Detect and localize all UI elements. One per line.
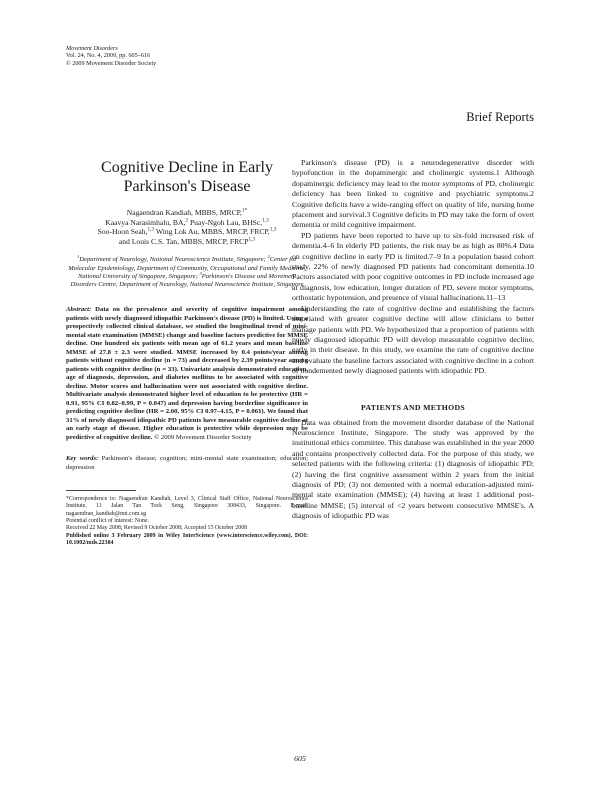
affiliations (66, 256, 308, 289)
received-note: Received 22 May 2008; Revised 9 October 2008; Accepted 15 October 2008 (66, 525, 248, 532)
author: Wing Lok Au, MBBS, MRCP, FRCP,$^{1,3}$ (155, 226, 277, 237)
keywords (66, 455, 308, 472)
correspondence-note: *Correspondence to: Nagaendran Kandiah, Level 3, Clinical Staff Office, National Neuroscience Institute, 11 Jalan Tan Tock Seng, Singapore 308433, Singapore. E-mail: nagaendran_kandiah@nni.com.sg (66, 496, 308, 517)
affiliation: $^1$Department of Neurology, National Neuroscience Institute, Singapore; (76, 254, 266, 264)
abstract (66, 306, 308, 442)
author: Puay-Ngoh Lau, BHSc,$^{1,3}$ (189, 217, 269, 227)
author: and Louis C.S. Tan, MBBS, MRCP, FRCP$^{1,3}$ (118, 236, 256, 246)
methods-paragraph: Data was obtained from the movement disorder database of the National Neuroscience Institute, Singapore. The study was approved by the institutional ethics committee. This database was established in the year 2000 and contains prospectively collected data. For the purpose of this study, we selected patients with the following criteria: (1) diagnosis of idiopathic PD; (2) having the first cognitive assessment within 2 years from the initial diagnosis of PD; (3) not demented with a normal education-adjusted mini-mental state examination (MMSE); (4) having at least 1 additional post-baseline MMSE; (5) interval of <2 years between consecutive MMSE's. A diagnosis of idiopathic PD was (292, 417, 534, 521)
keywords-label: Key words: (66, 455, 99, 463)
affiliation: $^3$Parkinson's Disease and Movement Disorders Centre, Department of Neurology, National Neuroscience Institute, Singapore (70, 270, 304, 288)
footnote-divider (66, 490, 136, 491)
conflict-note: Potential conflict of interest: None. (66, 518, 149, 525)
journal-copyright: © 2009 Movement Disorder Society (66, 59, 157, 67)
journal-volume: Vol. 24, No. 4, 2009, pp. 605–616 (66, 52, 151, 60)
intro-paragraph: Parkinson's disease (PD) is a neurodegenerative disorder with hypofunction in the dopaminergic and cholinergic systems.1 Although dopaminergic deficiency may lead to the motor symptoms of PD, cholinergic deficiency has been linked to cognitive and psychiatric symptoms.2 Cognitive deficits have a wide-ranging effect on quality of life, nursing home placement and survival.3 Cognitive deficits in PD may take the form of overt dementia or mild cognitive impairment. (292, 158, 534, 230)
affiliation: $^2$Center for Molecular Epidemiology, Department of Community, Occupational and Family Medicine, National University of Singapore, Singapore; (68, 254, 306, 280)
left-column (66, 158, 308, 547)
page-number: 605 (294, 754, 306, 763)
journal-meta (66, 45, 156, 67)
article-title: Cognitive Decline in Early Parkinson's Disease (101, 159, 273, 195)
journal-name: Movement Disorders (66, 45, 118, 52)
footnotes (66, 496, 308, 547)
abstract-text: Data on the prevalence and severity of cognitive impairment among patients with newly diagnosed idiopathic Parkinson's disease (PD) is limited. Using a prospectively collected clinical database, we studied the longitudinal trend of mini-mental state examination (MMSE) change and baseline factors predictive for MMSE decline. One hundred six patients with mean age of 61.2 years and mean baseline MMSE of 27.8 ± 2.3 were studied. MMSE increased by 0.4 points/year among patients without cognitive decline (n = 73) and decreased by 2.39 points/year among patients with cognitive decline (n = 33). Univariate analysis demonstrated education, age of diagnosis, depression, and diabetes mellitus to be associated with cognitive decline. Motor scores and hallucination were not associated with cognitive decline. Multivariate analysis demonstrated higher level of education to be protective (HR = 0.91, 95% CI 0.82–0.99, P = 0.047) and depression having borderline significance in predicting cognitive decline (HR = 2.00, 95% CI 0.97–4.15, P = 0.061). We found that 31% of newly diagnosed idiopathic PD patients have measurable cognitive decline at an early stage of disease. Higher education is protective while depression may be predictive of cognitive decline. (66, 306, 308, 441)
author: Nagaendran Kandiah, MBBS, MRCP,$^{1*}$ (126, 207, 248, 217)
author-list (66, 208, 308, 246)
author: Soo-Hoon Seah,$^{1,3}$ (97, 226, 155, 237)
intro-paragraph: PD patients have been reported to have up to six-fold increased risk of dementia.4–6 In elderly PD patients, the risk may be as high as 80%.4 Data on cognitive decline in early PD is limited.7–9 In a population based cohort study, 22% of newly diagnosed PD patients had concomitant dementia.10 Factors associated with poor cognitive outcomes in PD include increased age at diagnosis, low education, longer duration of PD, severe motor symptoms, orthostatic hypotension, and presence of visual hallucinations.11–13 (292, 230, 534, 303)
abstract-copyright: © 2009 Movement Disorder Society (154, 433, 252, 441)
methods-heading: PATIENTS AND METHODS (360, 402, 466, 412)
right-column (292, 158, 534, 522)
keywords-text: Parkinson's disease; cognition; mini-mental state examination; education; depression (66, 455, 309, 471)
intro-paragraph: Understanding the rate of cognitive decline and establishing the factors associated with greater cognitive decline will allow clinicians to better manage patients with PD. We hypothesized that a proportion of patients with newly diagnosed idiopathic PD will develop measurable cognitive decline, early in their disease. In this study, we examine the rate of cognitive decline and evaluate the baseline factors associated with cognitive decline in a cohort of nondemented newly diagnosed patients with idiopathic PD. (292, 303, 534, 376)
published-note: Published online 3 February 2009 in Wiley InterScience (www.interscience.wiley.com). DOI: 10.1002/mds.22384 (66, 532, 308, 546)
section-title: Brief Reports (466, 110, 534, 124)
abstract-label: Abstract: (66, 306, 92, 314)
author: Kaavya Narasimhalu, BA,$^2$ (105, 217, 189, 227)
